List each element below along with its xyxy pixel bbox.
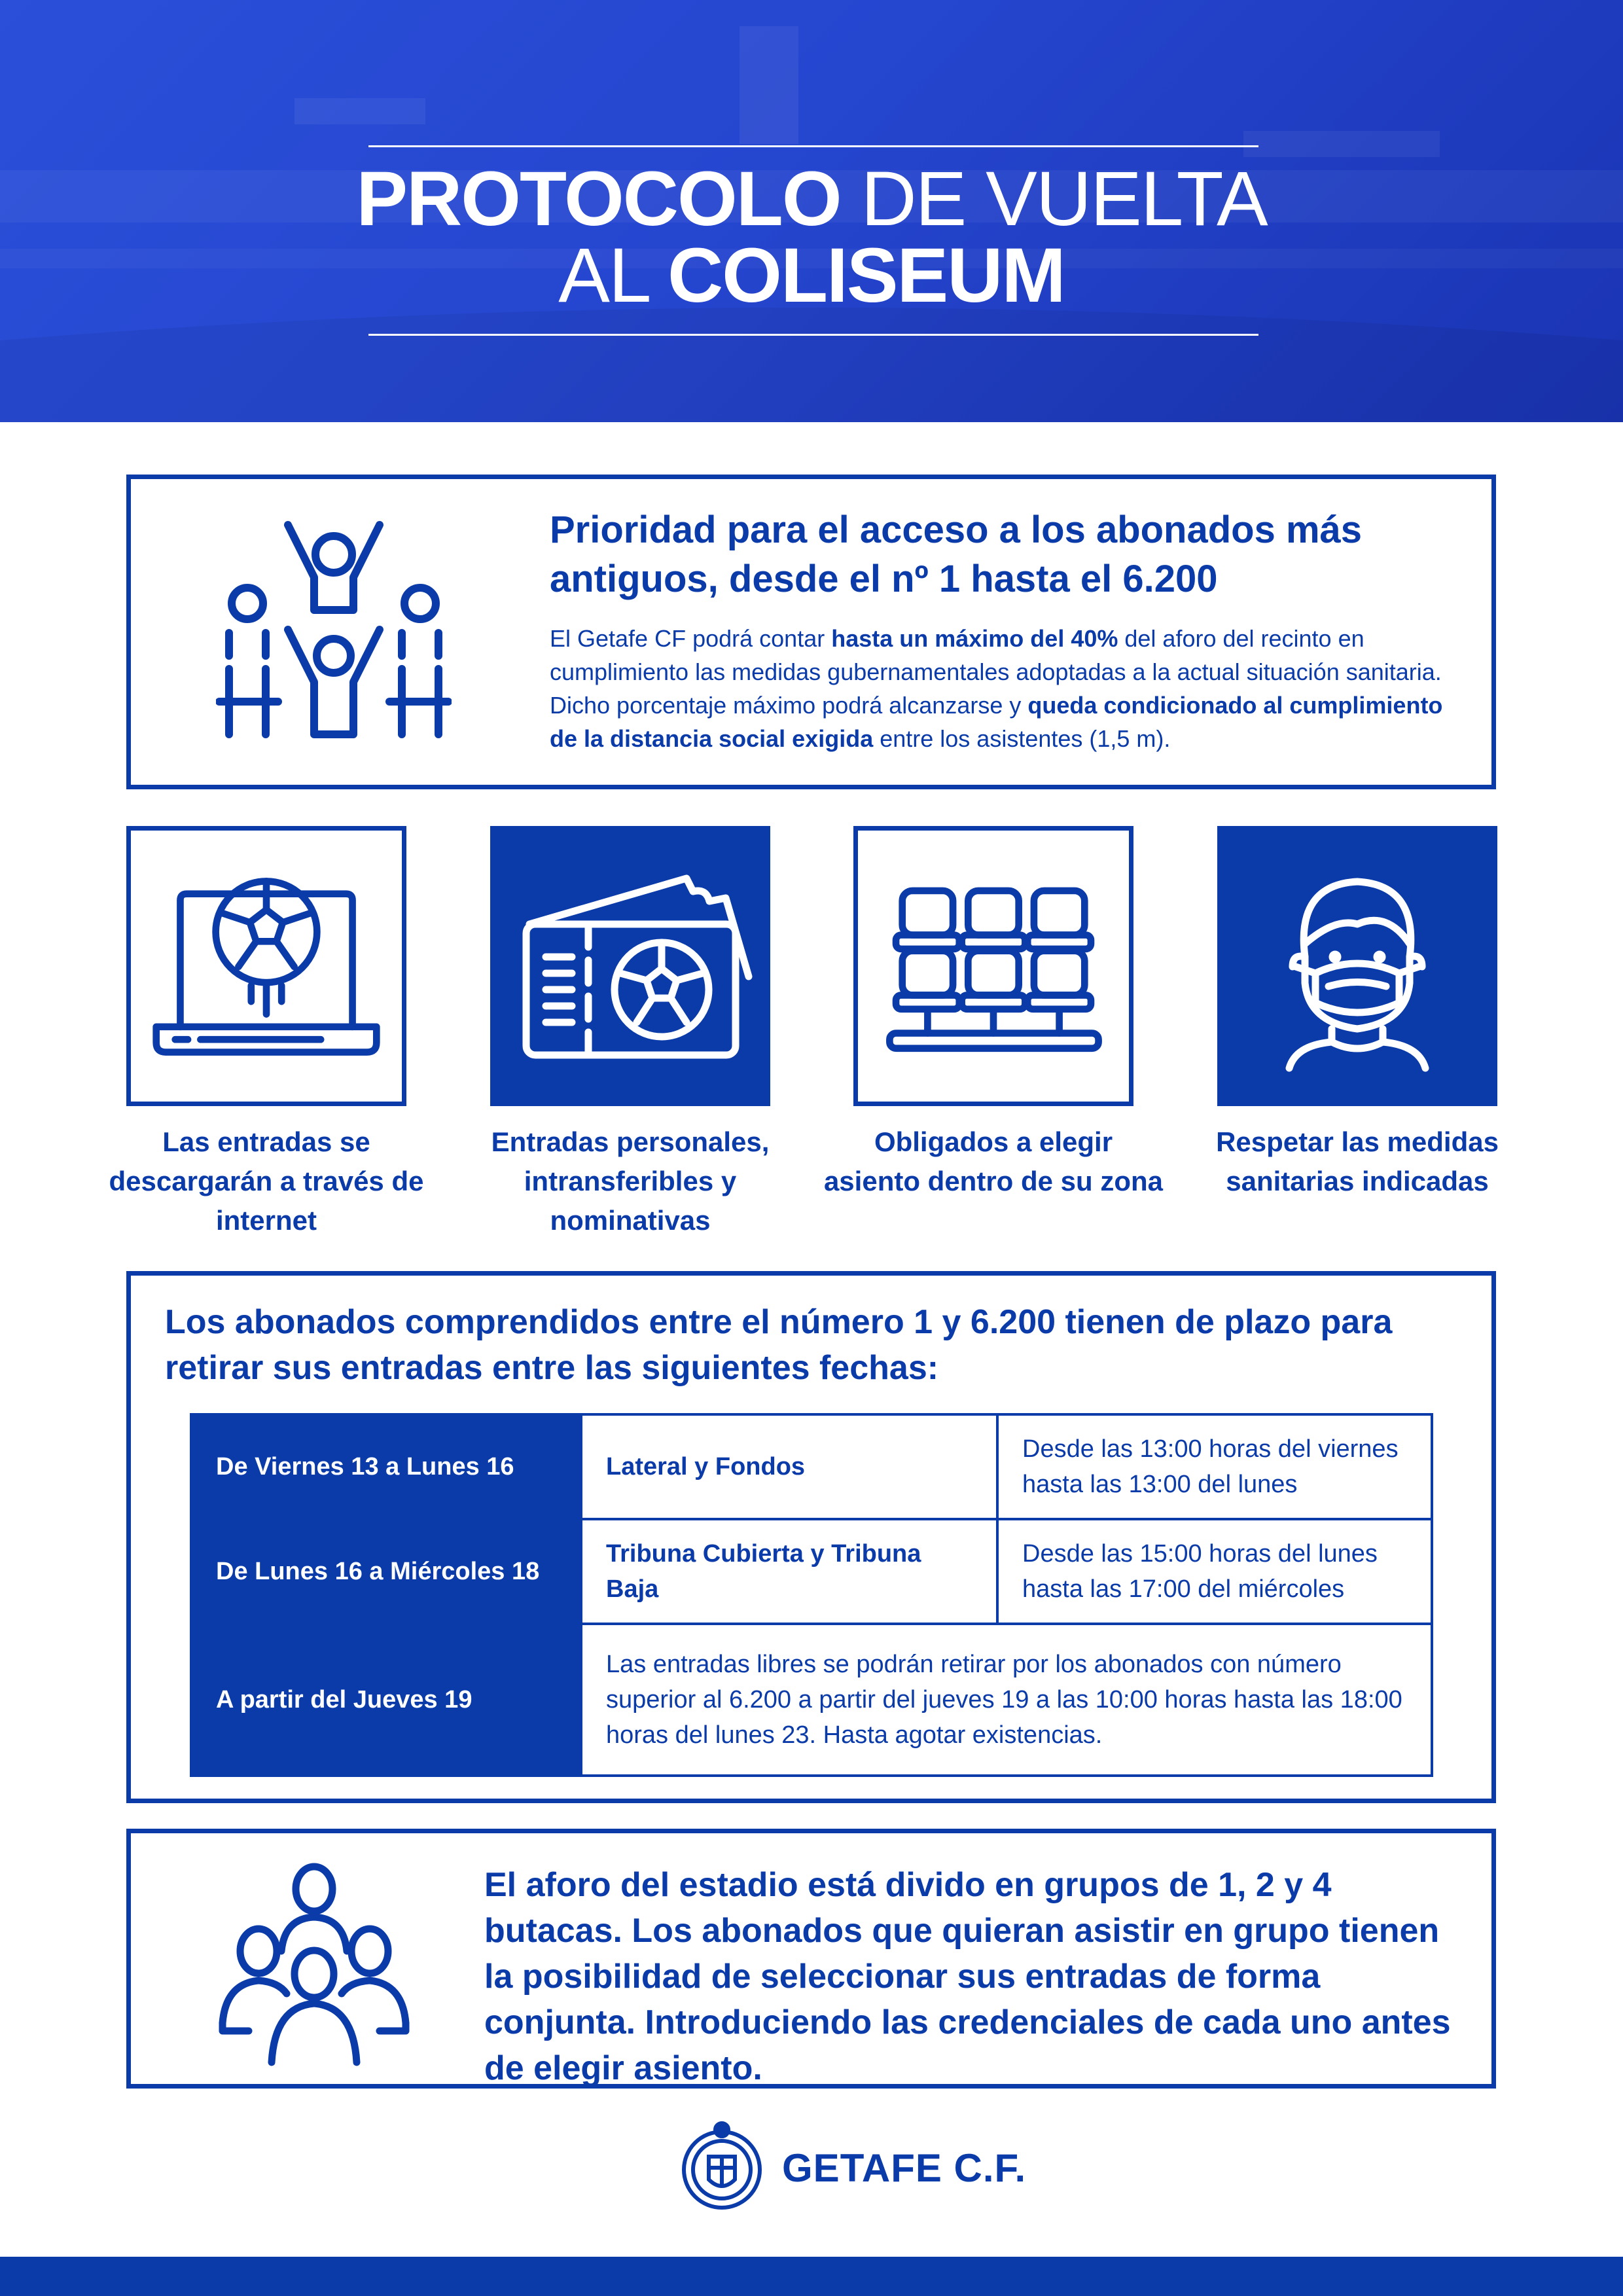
priority-title: Prioridad para el acceso a los abonados más antiguos, desde el nº 1 hasta el 6.200: [550, 509, 1363, 600]
schedule-dates: De Viernes 13 a Lunes 16: [191, 1414, 581, 1519]
schedule-dates: De Lunes 16 a Miércoles 18: [191, 1519, 581, 1624]
schedule-table: [190, 1413, 1433, 1777]
table-row: [191, 1624, 1432, 1776]
groups-text: El aforo del estadio está divido en grupos de 1, 2 y 4 butacas. Los abonados que quieran asistir en grupo tienen la posibilidad de seleccionar sus entradas de forma conjunta. Introduciendo las credenciales de cada uno antes de elegir asiento.: [484, 1866, 1451, 2087]
supporters-cheering-icon: [216, 518, 452, 754]
brand-name: GETAFE C.F.: [782, 2146, 1027, 2190]
caption-seats: Obligados a elegir asiento dentro de su zona: [823, 1126, 1164, 1196]
card-seats: [853, 826, 1133, 1106]
header-rule-top: [368, 145, 1258, 147]
face-mask-icon: [1217, 826, 1497, 1106]
card-internet: [126, 826, 406, 1106]
hero-banner: [0, 0, 1623, 422]
stadium-seats-icon: [858, 831, 1129, 1102]
ticket-football-icon: [490, 826, 770, 1106]
caption-ticket: Entradas personales, intransferibles y nominativas: [491, 1126, 770, 1236]
schedule-zone: Lateral y Fondos: [581, 1414, 997, 1519]
groups-section: [126, 1829, 1496, 2089]
schedule-section: [126, 1271, 1496, 1803]
card-ticket: [490, 826, 770, 1106]
group-people-icon: [209, 1859, 419, 2069]
title-coliseum: COLISEUM: [667, 232, 1065, 319]
schedule-hours: Desde las 13:00 horas del viernes hasta las 13:00 del lunes: [997, 1414, 1432, 1519]
priority-body-max: hasta un máximo del 40%: [831, 625, 1118, 652]
card-mask: [1217, 826, 1497, 1106]
schedule-intro: Los abonados comprendidos entre el número 1 y 6.200 tienen de plazo para retirar sus entradas entre las siguientes fechas:: [165, 1303, 1393, 1387]
schedule-note: Las entradas libres se podrán retirar por los abonados con número superior al 6.200 a partir del jueves 19 a las 10:00 horas hasta las 18:00 horas del lunes 23. Hasta agotar existencias.: [581, 1624, 1432, 1776]
title-protocolo: PROTOCOLO: [356, 156, 841, 242]
priority-body-part5: entre los asistentes (1,5 m).: [873, 725, 1171, 752]
priority-body-part3: del aforo del recinto en cumplimiento las medidas gubernamentales adoptadas a la actual situación sanitaria. Dicho porcentaje máximo podrá alcanzarse y: [550, 625, 1442, 719]
laptop-football-icon: [131, 831, 402, 1102]
title-de-vuelta: DE VUELTA: [861, 156, 1267, 242]
page-title-line2: [0, 232, 1623, 319]
schedule-hours: Desde las 15:00 horas del lunes hasta las 17:00 del miércoles: [997, 1519, 1432, 1624]
priority-section: [126, 475, 1496, 789]
page-title-line1: [0, 156, 1623, 242]
table-row: [191, 1414, 1432, 1519]
schedule-dates: A partir del Jueves 19: [191, 1624, 581, 1776]
schedule-zone: Tribuna Cubierta y Tribuna Baja: [581, 1519, 997, 1624]
priority-body-condition: queda condicionado al cumplimiento de la distancia social exigida: [550, 692, 1443, 752]
table-row: [191, 1519, 1432, 1624]
caption-mask: Respetar las medidas sanitarias indicadas: [1216, 1126, 1499, 1196]
header-rule-bottom: [368, 334, 1258, 336]
getafe-crest-icon: [679, 2121, 764, 2212]
priority-body: [550, 622, 1466, 755]
title-al: AL: [558, 232, 648, 319]
priority-body-part1: El Getafe CF podrá contar: [550, 625, 832, 652]
footer-bar: [0, 2257, 1623, 2296]
caption-internet: Las entradas se descargarán a través de internet: [109, 1126, 424, 1236]
